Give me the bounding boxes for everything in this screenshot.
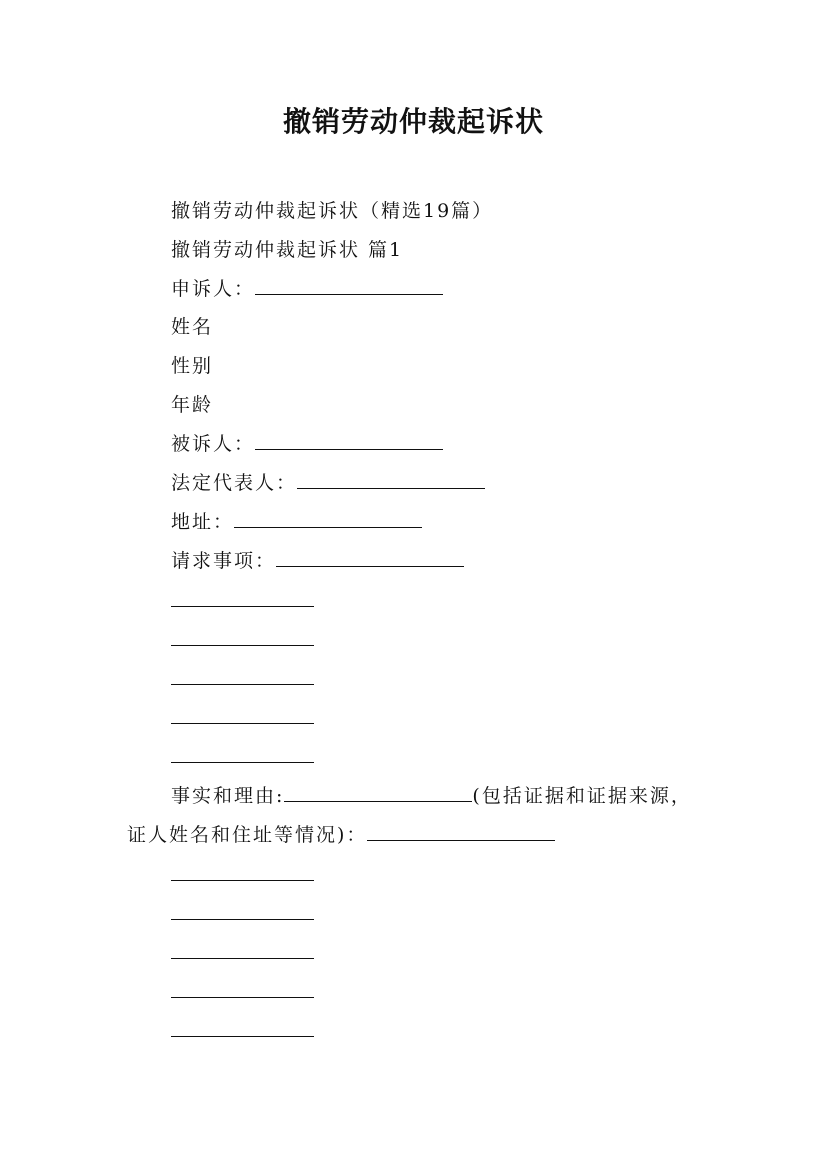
document-subtitle: 撤销劳动仲裁起诉状（精选19篇） xyxy=(171,200,494,222)
facts-blank-line xyxy=(171,901,314,927)
claims-blank-line xyxy=(171,588,314,614)
facts-blank-line xyxy=(171,979,314,1005)
facts-blank-line xyxy=(171,862,314,888)
blank-underline xyxy=(171,941,314,959)
blank-underline xyxy=(171,902,314,920)
blank-underline xyxy=(171,863,314,881)
address-blank xyxy=(234,510,422,528)
name-label: 姓名 xyxy=(171,316,214,338)
facts-continuation-line xyxy=(127,822,555,848)
facts-note-part2: 证人姓名和住址等情况)： xyxy=(127,824,368,846)
claims-line xyxy=(171,548,464,574)
claims-blank-line xyxy=(171,627,314,653)
facts-blank xyxy=(284,784,472,802)
facts-blank-line xyxy=(171,940,314,966)
complainant-label: 申诉人： xyxy=(171,278,256,300)
complainant-line xyxy=(171,276,443,302)
respondent-blank xyxy=(255,432,443,450)
age-label: 年龄 xyxy=(171,394,214,416)
facts-label: 事实和理由: xyxy=(171,785,285,807)
respondent-label: 被诉人： xyxy=(171,433,256,455)
address-label: 地址： xyxy=(171,511,235,533)
blank-underline xyxy=(171,1019,314,1037)
document-title: 撤销劳动仲裁起诉状 xyxy=(282,105,544,138)
claims-label: 请求事项： xyxy=(171,550,277,572)
blank-underline xyxy=(171,589,314,607)
blank-underline xyxy=(171,980,314,998)
facts-blank-line xyxy=(171,1018,314,1044)
legal-rep-line xyxy=(171,470,485,496)
blank-underline xyxy=(171,667,314,685)
facts-note-part1: (包括证据和证据来源， xyxy=(472,785,692,807)
facts-note-blank xyxy=(367,823,555,841)
claims-blank-line xyxy=(171,744,314,770)
claims-blank xyxy=(276,549,464,567)
gender-label: 性别 xyxy=(171,355,214,377)
claims-blank-line xyxy=(171,666,314,692)
section-heading: 撤销劳动仲裁起诉状 篇1 xyxy=(171,239,404,261)
respondent-line xyxy=(171,431,443,457)
blank-underline xyxy=(171,706,314,724)
legal-rep-label: 法定代表人： xyxy=(171,472,298,494)
facts-line xyxy=(171,783,692,809)
claims-blank-line xyxy=(171,705,314,731)
blank-underline xyxy=(171,745,314,763)
legal-rep-blank xyxy=(297,471,485,489)
blank-underline xyxy=(171,628,314,646)
complainant-blank xyxy=(255,277,443,295)
address-line xyxy=(171,509,422,535)
